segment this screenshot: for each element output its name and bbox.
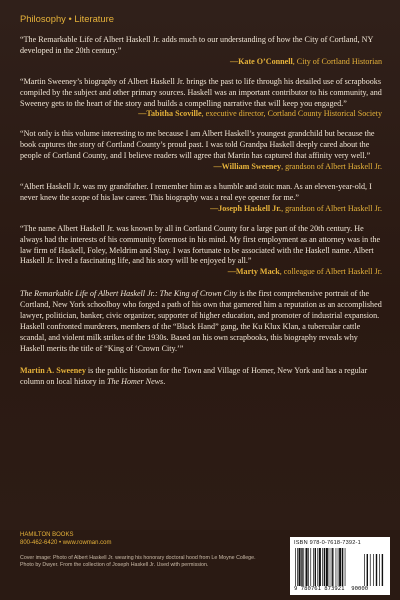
barcode-bar — [319, 548, 321, 586]
blurb-role: , executive director, Cortland County Historical Society — [201, 109, 382, 119]
barcode-bar — [322, 548, 323, 586]
blurb-5 — [20, 224, 382, 279]
blurb-text: “Not only is this volume interesting to me because I am Albert Haskell’s youngest grandchild but because the book captures the story of Cortland County’s proud past. I was told Grandpa Haskell deeply cared about the people of Cortland County, and I believe readers will agree that Martin has captured that affinity very well.” — [20, 129, 375, 161]
blurb-role: , grandson of Albert Haskell Jr. — [281, 203, 382, 213]
barcode-bar — [329, 548, 330, 586]
author-name: Martin A. Sweeney — [20, 365, 86, 375]
blurb-author: —Kate O’Connell — [230, 56, 293, 66]
barcode-bar — [313, 548, 314, 586]
barcode-bar — [315, 548, 316, 586]
author-column: The Homer News — [107, 376, 164, 386]
author-bio-end: . — [163, 376, 166, 386]
blurb-role: , City of Cortland Historian — [292, 56, 382, 66]
book-description — [20, 289, 382, 354]
barcode-bar — [345, 548, 346, 586]
blurb-text: “The name Albert Haskell Jr. was known by all in Cortland County for a large part of the 20th century. He always had the interests of his community foremost in his mind. My first employment as an attorney was in the law firm of Haskell, Foley, Meldrim and Shay. I was fortunate to be associated with the Haskell name. Albert Haskell Jr. lived a fascinating life, and his story will be enjoyed by all.” — [20, 223, 381, 266]
barcode-bar — [332, 548, 333, 586]
barcode-addon-bar — [373, 554, 374, 586]
barcode-number: 9 780761 873921 — [294, 586, 345, 592]
barcode-bar — [310, 548, 311, 586]
publisher-name: HAMILTON BOOKS — [20, 532, 74, 538]
barcode-bar — [336, 548, 337, 586]
publisher-contact: 800-462-6420 • www.rowman.com — [20, 540, 112, 546]
blurb-role: , grandson of Albert Haskell Jr. — [281, 162, 382, 172]
barcode-bar — [339, 548, 341, 586]
blurb-attribution — [20, 57, 382, 68]
blurb-attribution — [20, 267, 382, 278]
barcode-bar — [301, 548, 302, 586]
barcode-bar — [342, 548, 343, 586]
barcode-addon-bar — [367, 554, 368, 586]
blurb-1 — [20, 35, 382, 68]
barcode-bar — [308, 548, 309, 586]
author-bio — [20, 366, 382, 388]
barcode-bar — [326, 548, 328, 586]
blurb-attribution — [20, 109, 382, 120]
barcode-bars — [294, 548, 386, 586]
blurb-text: “Martin Sweeney’s biography of Albert Haskell Jr. brings the past to life through his detailed use of scrapbooks compiled by the subject and other primary sources. Haskell was an important contributor to his community, and Sweeney gets to the heart of the story and builds a compelling narrative that will keep you engaged.” — [20, 76, 382, 108]
barcode-bar — [306, 548, 308, 586]
blurb-text: “The Remarkable Life of Albert Haskell Jr. adds much to our understanding of how the City of Cortland, NY developed in the 20th century.” — [20, 35, 374, 55]
barcode-bar — [303, 548, 304, 586]
blurb-attribution — [20, 162, 382, 173]
category-label: Philosophy • Literature — [20, 13, 114, 24]
blurb-text: “Albert Haskell Jr. was my grandfather. I remember him as a humble and stoic man. As an eleven-year-old, I never knew the scope of his law career. This biography was a real eye opener for me.” — [20, 181, 372, 202]
barcode-addon-bar — [370, 554, 371, 586]
blurb-2 — [20, 77, 382, 121]
blurb-attribution — [20, 204, 382, 215]
blurb-author: —Marty Mack — [227, 267, 280, 277]
barcode-bar — [331, 548, 332, 586]
blurb-author: —William Sweeney — [213, 162, 282, 172]
blurb-author: —Tabitha Scoville — [138, 109, 202, 119]
isbn-label: ISBN 978-0-7618-7392-1 — [294, 540, 361, 546]
barcode — [290, 537, 390, 595]
cover-image-credit: Cover image: Photo of Albert Haskell Jr. wearing his honorary doctoral hood from Le Moyne College. Photo by Dwyer. From the collection of Joseph Haskell Jr. Used with permission. — [20, 555, 256, 569]
barcode-bar — [295, 548, 296, 586]
blurb-role: , colleague of Albert Haskell Jr. — [279, 267, 382, 277]
description-body: is the first comprehensive portrait of the Cortland, New York schoolboy who forged a path of his own that garnered him a reputation as an accomplished lawyer, politician, banker, civic organizer, supporter of higher education, and promoter of industrial expansion. Haskell confronted murderers, members of the “Black Hand” gang, the Ku Klux Klan, a tubercular cattle scandal, and violent milk strikes of the 1930s. Based on his own scrapbooks, this biography reveals why Haskell merits the title of “King of ‘Crown City.’” — [20, 289, 382, 353]
barcode-addon: 90000 — [351, 586, 369, 592]
cover-text — [20, 35, 382, 387]
blurb-3 — [20, 129, 382, 173]
barcode-bar — [338, 548, 339, 586]
barcode-bar — [324, 548, 325, 586]
barcode-bar — [317, 548, 318, 586]
author-bio-text: is the public historian for the Town and Village of Homer, New York and has a regular column on local history in — [20, 365, 368, 386]
barcode-bar — [299, 548, 301, 586]
barcode-addon-bar — [376, 554, 377, 586]
barcode-addon-bar — [364, 554, 365, 586]
blurb-4 — [20, 182, 382, 215]
barcode-digits — [294, 586, 386, 592]
barcode-addon-bar — [382, 554, 383, 586]
barcode-bar — [297, 548, 298, 586]
publisher-block — [20, 531, 111, 547]
barcode-addon-bar — [379, 554, 380, 586]
blurb-author: —Joseph Haskell Jr. — [210, 203, 282, 213]
book-title: The Remarkable Life of Albert Haskell Jr.: The King of Crown City — [20, 289, 238, 299]
